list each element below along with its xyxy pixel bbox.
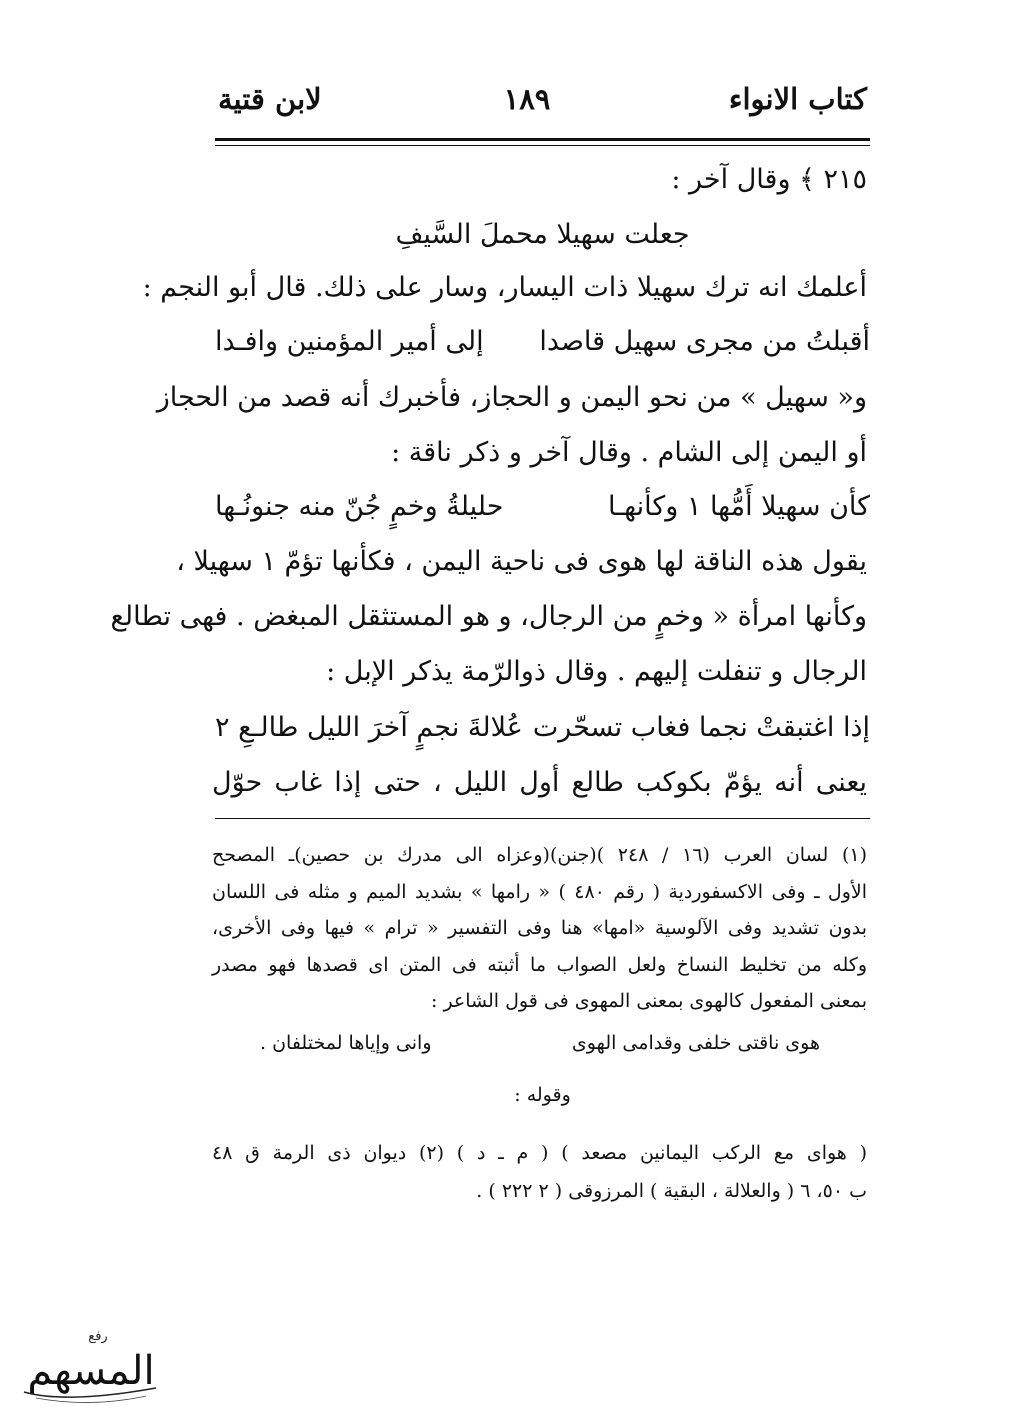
footnote-line: ( هواى مع الركب اليمانين مصعد ) ( م ـ د ) (٢) ديوان ذى الرمة ق ٤٨ [212,1142,867,1164]
verse-hemistich-right: أقبلتُ من مجرى سهيل قاصدا [539,326,870,357]
page-number: ١٨٩ [503,82,551,116]
text-line-10: الرجال و تنفلت إليهم . وقال ذوالرّمة يذكر الإبل : [326,656,867,687]
footnote-line: بدون تشديد وفى الآلوسية «امها» هنا وفى التفسير « ترام » فيها وفى الأخرى، [212,917,867,939]
verse-hemistich-left: إلى أمير المؤمنين وافـدا [215,326,484,357]
text-line-12: يعنى أنه يؤمّ بكوكب طالع أول الليل ، حتى إذا غاب حوّل [212,767,867,798]
header-rule-thin [215,145,870,146]
verse-naqa [215,487,870,533]
verse-abu-najm [215,322,870,368]
footnote-line: بمعنى المفعول كالهوى بمعنى المهوى فى قول الشاعر : [431,990,867,1012]
verse-hemistich-left: حليلةُ وخمٍ جُنّ منه جنونُـها [215,491,504,522]
footnote-line: ب ٥٠، ٦ ( والعلالة ، البقية ) المرزوقى ( ٢ ٢٢٢ ) . [476,1180,867,1202]
calligraphy-seal-logo [6,1322,176,1412]
seal-small-text: رفع [88,1329,108,1344]
text-line-3: أعلمك انه ترك سهيلا ذات اليسار، وسار على ذلك. قال أبو النجم : [142,272,867,303]
footnote-line: الأول ـ وفى الاكسفوردية ( رقم ٤٨٠ ) « رامها » بشديد الميم و مثله فى اللسان [212,881,867,903]
verse-hemistich-left: وانى وإياها لمختلفان . [260,1032,432,1054]
footnote-line: وكله من تخليط النساخ ولعل الصواب ما أثبته فى المتن اى قصدها فهو مصدر [212,954,867,976]
text-line-5: و« سهيل » من نحو اليمن و الحجاز، فأخبرك أنه قصد من الحجاز [156,382,867,413]
seal-main-text: المسهم [27,1348,155,1394]
footnote-line: وقوله : [514,1084,571,1106]
footnote-rule [215,818,870,819]
verse-hemistich-right: كأن سهيلا أَمُّها ١ وكأنهـا [608,491,870,522]
text-line-6: أو اليمن إلى الشام . وقال آخر و ذكر ناقة : [391,437,867,468]
author-name: لابن قتية [218,82,322,116]
text-line-8: يقول هذه الناقة لها هوى فى ناحية اليمن ، فكأنها تؤمّ ١ سهيلا ، [176,546,867,577]
verse-half-line: جعلت سهيلا محملَ السَّيفِ [395,219,690,250]
verse-hemistich-left: عُلالةَ نجمٍ آخرَ الليل طالـعِ ٢ [215,712,523,743]
footnote-line: (١) لسان العرب (١٦ / ٢٤٨ )(جنن)(وعزاه الى مدرك بن حصين)ـ المصحح [212,844,868,866]
verse-hemistich-right: إذا اغتبقتْ نجما فغاب تسحّرت [532,712,870,743]
text-line-1: ٢١٥ ﴾ وقال آخر : [671,164,867,195]
text-line-9: وكأنها امرأة « وخمٍ من الرجال، و هو المستثقل المبغض . فهى تطالع [110,601,867,632]
footnote-verse [260,1028,820,1062]
header-rule-thick [215,138,870,141]
verse-dhu-rumma [215,708,870,754]
verse-hemistich-right: هوى ناقتى خلفى وقدامى الهوى [571,1032,820,1054]
book-title: كتاب الانواء [728,82,867,116]
